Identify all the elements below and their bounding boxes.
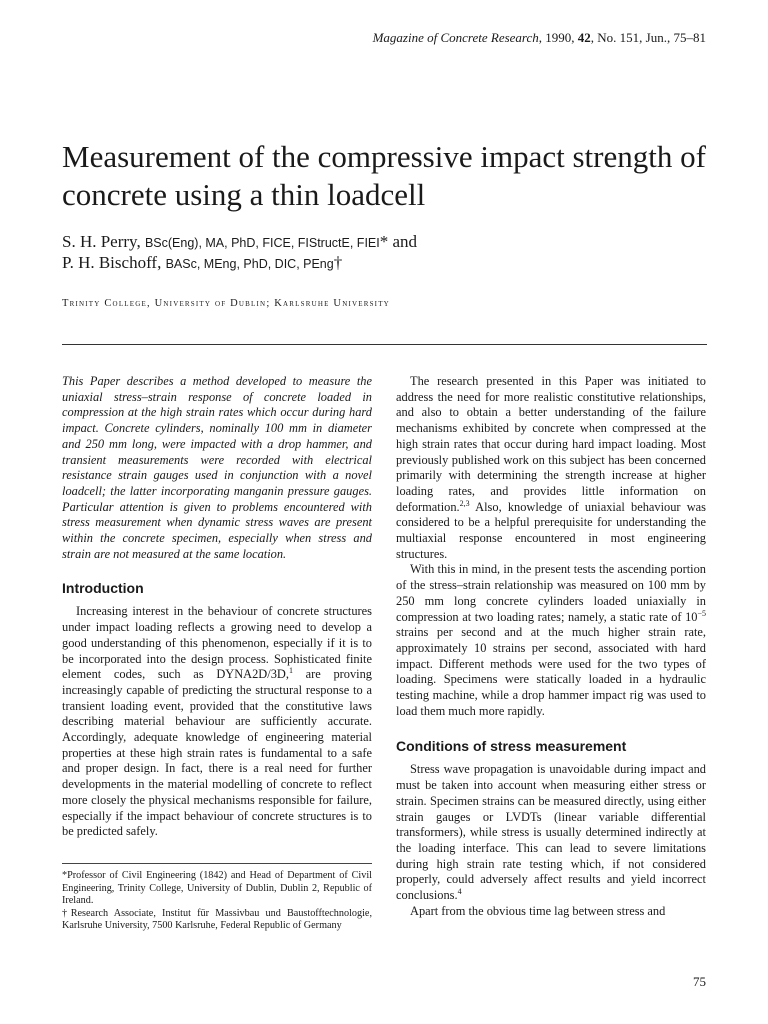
text-run: Also, knowledge of uniaxial behaviour was considered to be a helpful prerequisite for understanding the multiaxial response encountered in most engineering structures. xyxy=(396,499,706,561)
citation-ref: 4 xyxy=(457,886,462,896)
paper-title: Measurement of the compressive impact strength of concrete using a thin loadcell xyxy=(62,139,706,212)
footnote: †Research Associate, Institut für Massivbau und Baustofftechnologie, Karlsruhe University, 7500 Karlsruhe, Federal Republic of Germany xyxy=(62,907,372,932)
body-paragraph xyxy=(396,374,706,562)
page-number: 75 xyxy=(693,974,706,989)
abstract: This Paper describes a method developed to measure the uniaxial stress–strain response of concrete loaded in compression at the high strain rates which occur during hard impact. Concrete cylinders, nominally 100 mm in diameter and 250 mm long, were impacted with a drop hammer, and transient measurements were recorded with electrical resistance strain gauges used in conjunction with a novel loadcell; the latter incorporating manganin pressure gauges. Particular attention is given to problems encountered with stress measurement when dynamic stress waves are present within the concrete specimen, especially when stress and strain are not measured at the same location. xyxy=(62,374,372,561)
body-paragraph: Apart from the obvious time lag between stress and xyxy=(410,903,666,918)
section-heading-introduction: Introduction xyxy=(62,580,144,597)
author-name: S. H. Perry, xyxy=(62,232,145,251)
citation-year: , 1990, xyxy=(538,30,578,45)
author-line xyxy=(62,253,722,274)
affiliation: Trinity College, University of Dublin; Karlsruhe University xyxy=(62,298,390,309)
body-paragraph xyxy=(396,762,706,903)
citation-ref: 2,3 xyxy=(459,498,470,508)
author-line xyxy=(62,232,722,253)
citation-issue-pages: , No. 151, Jun., 75–81 xyxy=(590,30,706,45)
author-name: P. H. Bischoff, xyxy=(62,253,166,272)
section-heading-stress-measurement: Conditions of stress measurement xyxy=(396,738,627,755)
journal-citation xyxy=(373,30,706,46)
author-mark: † xyxy=(333,253,343,272)
right-column xyxy=(396,374,706,920)
author-degrees: BASc, MEng, PhD, DIC, PEng xyxy=(165,257,334,271)
citation-volume: 42 xyxy=(577,30,591,45)
left-column xyxy=(62,374,372,840)
header-divider xyxy=(62,344,707,345)
text-run: With this in mind, in the present tests the ascending portion of the stress–strain relationship was measured on 100 mm by 250 mm long concrete cylinders loaded uniaxially in compression at two loading rates; namely, a static rate of 10 xyxy=(396,562,706,624)
footnotes xyxy=(62,870,372,933)
author-mark: * and xyxy=(379,232,418,251)
author-degrees: BSc(Eng), MA, PhD, FICE, FIStructE, FIEI xyxy=(144,236,380,250)
footnote: *Professor of Civil Engineering (1842) and Head of Department of Civil Engineering, Trinity College, University of Dublin, Dublin 2, Republic of Ireland. xyxy=(62,870,372,907)
body-paragraph xyxy=(62,604,372,840)
citation-ref: 1 xyxy=(288,666,293,676)
exponent: −5 xyxy=(697,608,706,618)
text-run: Stress wave propagation is unavoidable during impact and must be taken into account when measuring either stress or strain. Specimen strains can be measured directly, using either strain gauges or LVDTs (linear variable differential transformers), while stress is usually determined indirectly at the loading interface. This can lead to severe limitations during high strain rate testing which, if not considered properly, could adversely affect results and yield incorrect conclusions. xyxy=(396,762,706,903)
text-run: Increasing interest in the behaviour of concrete structures under impact loading reflects a growing need to develop a good understanding of this phenomenon, especially if it is to be incorporated into the design process. Sophisticated finite element codes, such as DYNA2D/3D, xyxy=(62,604,372,682)
text-run: strains per second and at the much higher strain rate, approximately 10 strains per second, associated with hard impact. Different methods were used for the two types of loading. Specimens were statically loaded in a hydraulic testing machine, while a drop hammer impact rig was used to load them much more rapidly. xyxy=(396,625,706,718)
body-paragraph xyxy=(396,562,706,719)
footnote-divider xyxy=(62,863,372,864)
text-run: are proving increasingly capable of predicting the structural response to a transient loading event, provided that the constitutive laws describing material behaviour are sufficiently accurate. Accordingly, adequate knowledge of engineering material properties at these high strain rates is fundamental to a safe and proper design. In fact, there is a real need for further developments in the material modelling of concrete to reflect more closely the physical mechanisms responsible for failure, especially if the impact behaviour of concrete structures is to be predicted safely. xyxy=(62,667,372,839)
text-run: The research presented in this Paper was initiated to address the need for more realistic constitutive relationships, and also to obtain a better understanding of the failure mechanisms exhibited by concrete when compressed at the high strain rates that occur during hard impact loading. Most previously published work on this subject has been concerned primarily with determining the strength increase at higher loading rates, and provides little information on deformation. xyxy=(396,374,706,514)
journal-name: Magazine of Concrete Research xyxy=(372,30,539,45)
author-list xyxy=(62,232,722,274)
